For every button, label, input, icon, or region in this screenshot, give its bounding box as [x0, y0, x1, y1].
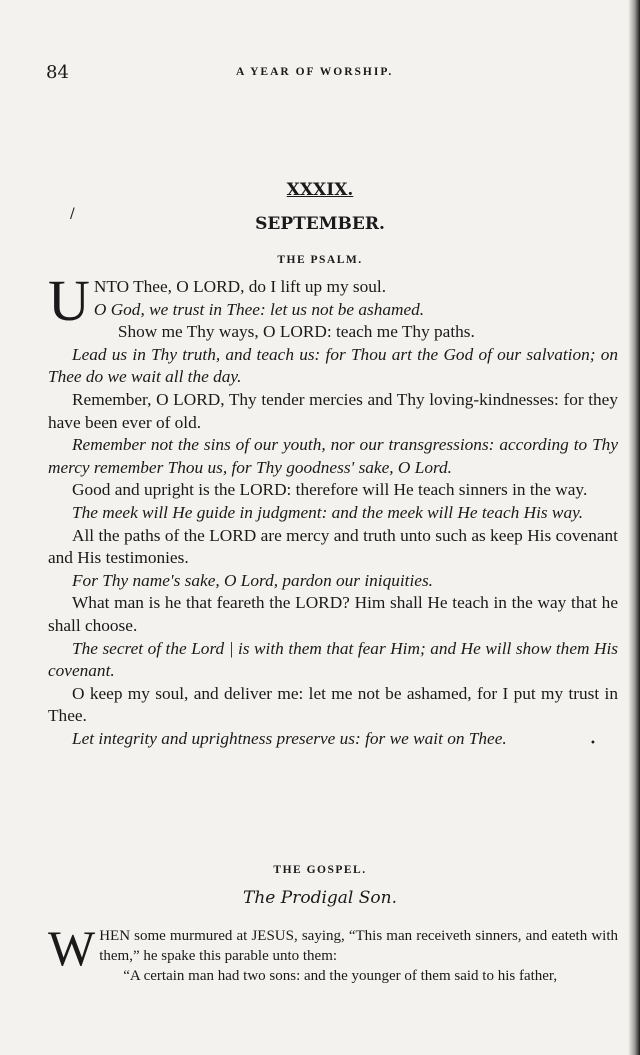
psalm-verse-8: The meek will He guide in judgment: and the meek will He teach His way. — [72, 502, 584, 522]
psalm-verse-7: Good and upright is the LORD: therefore will He teach sinners in the way. — [72, 480, 588, 500]
psalm-verse-4: Lead us in Thy truth, and teach us: for Thou art the God of our salvation; on Thee do we wait all the day. — [48, 344, 618, 387]
psalm-verse-12: The secret of the Lord | is with them that fear Him; and He will show them His covenant. — [48, 638, 618, 681]
psalm-verse-3: Show me Thy ways, O LORD: teach me Thy paths. — [117, 322, 475, 342]
section-number: XXXIX. — [286, 180, 354, 200]
gospel-dropcap: W — [48, 920, 96, 976]
psalm-verse-2: O God, we trust in Thee: let us not be ashamed. — [93, 299, 425, 319]
psalm-verse-5: Remember, O LORD, Thy tender mercies and Thy loving-kindnesses: for they have been ever of old. — [48, 389, 618, 432]
gospel-heading: THE GOSPEL. — [273, 864, 367, 876]
psalm-verse-10: For Thy name's sake, O Lord, pardon our iniquities. — [72, 570, 433, 590]
psalm-verse-11: What man is he that feareth the LORD? Him shall He teach in the way that he shall choose. — [48, 593, 618, 635]
psalm-verse-13: O keep my soul, and deliver me: let me not be ashamed, for I put my trust in Thee. — [48, 683, 618, 726]
gospel-text — [48, 920, 618, 986]
psalm-heading: THE PSALM. — [277, 254, 363, 266]
psalm-verse-14: Let integrity and uprightness preserve us: for we wait on Thee. — [72, 728, 507, 748]
stray-dot: • — [590, 738, 596, 749]
psalm-text — [48, 268, 618, 750]
section-month: SEPTEMBER. — [255, 214, 385, 234]
gospel-title: The Prodigal Son. — [243, 888, 397, 908]
page-number: 84 — [46, 62, 69, 83]
gospel-line: HEN some murmured at JESUS, saying, “This man receiveth sinners, and eateth with them,” he spake this parable unto them: — [99, 928, 618, 964]
stray-mark: / — [70, 206, 75, 222]
psalm-verse-9: All the paths of the LORD are mercy and truth unto such as keep His covenant and His testimonies. — [48, 525, 618, 568]
verse-text: NTO Thee, O LORD, do I lift up my soul. — [93, 277, 387, 296]
page-header — [46, 62, 606, 86]
psalm-verse-6: Remember not the sins of our youth, nor our transgressions: according to Thy mercy remember Thou us, for Thy goodness' sake, O Lord. — [48, 435, 618, 477]
psalm-dropcap: U — [48, 268, 90, 333]
running-head: A YEAR OF WORSHIP. — [236, 66, 394, 78]
gospel-para-2: “A certain man had two sons: and the younger of them said to his father, — [123, 968, 558, 984]
